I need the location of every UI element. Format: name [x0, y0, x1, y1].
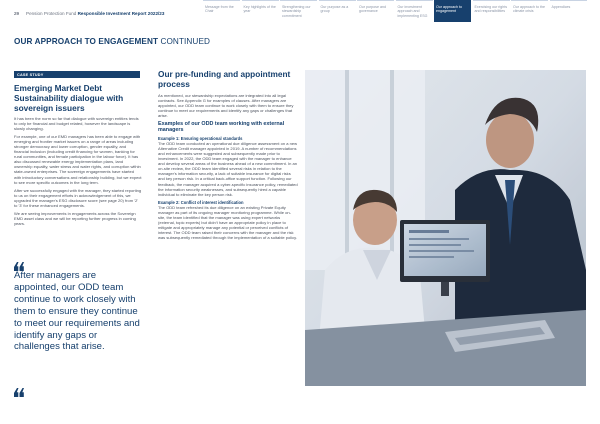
case-study-paragraph: For example, one of our EMD managers has been able to engage with emerging and frontier market issuers on a range of areas including stronger democracy and lower corruption, gender equality, and financial inclusion (including credit financing for women, banking for rural communities, and female participation in the labour force). It has also discussed renewable energy implementation plans, land ownership equality, water stress and water rights, and corruption within state-owned enterprises. The sovereign engagements have started with introductory conversations and relationship building, but we expect to see more specific outcomes in the long term. [14, 134, 142, 185]
nav-tab-appendices[interactable]: Appendices [550, 0, 587, 22]
case-study-paragraph: We are seeing improvements in engagements across the Sovereign EMD asset class and we will be reporting further progress in coming years. [14, 210, 136, 226]
report-title-bold: Responsible Investment Report 2022/23 [77, 11, 165, 16]
office-team-photo-illustration [305, 70, 586, 386]
examples-subheading: Examples of our ODD team working with external managers [158, 120, 285, 134]
close-quote-icon [14, 388, 24, 397]
example-1-text: The ODD team conducted an operational due diligence assessment on a new Alternative Credit manager appointed in 2019. A number of recommendations and enhancements were suggested and subsequently made prior to investment. In 2022, the ODD team engaged with the manager to enhance and develop several areas of the business ahead of a new commitment. In an on-site review, the ODD team identified several risks in relation to the manager's information security, a lack of suitable insurance for digital risks and key person risk. In a critical back-office support function. Following our feedback, the manager acquired a cyber-specific insurance policy, remediated the information security weaknesses, and subsequently hired a capable individual to eliminate the key person risk. [158, 141, 298, 197]
report-title-prefix: Pension Protection Fund [26, 11, 77, 16]
nav-tab-strengthening-stewardship[interactable]: Strengthening our stewardship commitment [280, 0, 317, 22]
office-team-photo [305, 70, 586, 386]
section-heading-main: OUR APPROACH TO ENGAGEMENT [14, 37, 159, 46]
section-heading-continued: CONTINUED [160, 37, 211, 46]
section-nav [203, 0, 588, 22]
nav-tab-approach-engagement[interactable]: Our approach to engagement [434, 0, 471, 22]
report-title [26, 11, 164, 16]
appointment-process-intro: As mentioned, our stewardship expectations are integrated into all legal contracts. See Appendix G for examples of clauses. After managers are appointed, our ODD team continue to work closely with them to ensure they continue to meet our requirements and identify any gaps or challenges that arise. [158, 92, 294, 118]
page-number: 29 [14, 11, 20, 16]
nav-tab-key-highlights[interactable]: Key highlights of the year [242, 0, 279, 22]
appointment-process-title: Our pre-funding and appointment process [158, 69, 291, 89]
appointment-process-column [158, 70, 298, 243]
nav-tab-message-from-chair[interactable]: Message from the Chair [203, 0, 240, 22]
example-1-title: Example 1: Ensuring operational standards [158, 135, 243, 141]
example-2-text: The ODD team refreshed its due diligence on an existing Private Equity manager as part of its ongoing manager monitoring programme. While on-site, the team identified that the manager was using expert networks (external, topic experts) but didn't have an appropriate policy in place to mitigate and appropriately manage any potential or perceived conflicts of interest. The ODD team raised their concerns with the manager and the risk was subsequently remediated through the implementation of a suitable policy. [158, 205, 297, 241]
nav-tab-purpose-group[interactable]: Our purpose as a group [319, 0, 356, 22]
section-heading [14, 37, 210, 46]
pull-quote: After managers are appointed, our ODD team continue to work closely with them to ensure they continue to meet our requirements and identify any gaps or challenges that arise. [14, 270, 140, 353]
nav-tab-climate-crisis[interactable]: Our approach to the climate crisis [511, 0, 548, 22]
nav-tab-investment-approach[interactable]: Our investment approach and implementing ESG [396, 0, 433, 22]
page-header [0, 0, 600, 26]
case-study-title: Emerging Market Debt Sustainability dialogue with sovereign issuers [14, 83, 124, 113]
case-study-column [14, 83, 142, 229]
nav-tab-purpose-governance[interactable]: Our purpose and governance [357, 0, 394, 22]
case-study-tag: CASE STUDY [14, 71, 140, 78]
case-study-paragraph: It has been the norm so far that dialogue with sovereign entities tends to only be financial and budget related, however the landscape is slowly changing. [14, 116, 139, 132]
nav-tab-exercising-rights[interactable]: Exercising our rights and responsibilities [473, 0, 510, 22]
case-study-paragraph: After we successfully engaged with the manager, they started reporting to us on their engagement efforts in acknowledgement of this, we upgraded the manager's ESG disclosure score (see page 20) from '2' to '3' for these enhanced engagements. [14, 187, 142, 208]
example-2-title: Example 2: Conflict of interest identification [158, 199, 244, 205]
